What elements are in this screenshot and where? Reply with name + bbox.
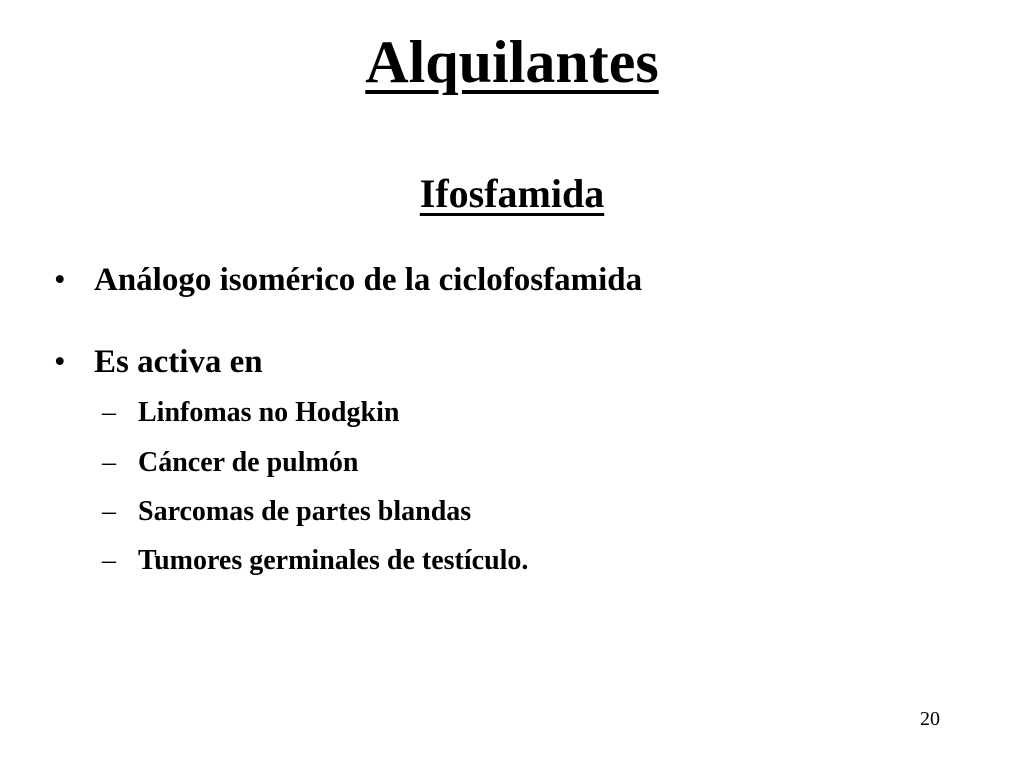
sub-item [102, 495, 471, 529]
sub-item [102, 396, 399, 430]
sub-item [102, 446, 358, 480]
slide-subtitle [0, 168, 1024, 220]
slide-title [0, 22, 1024, 102]
slide-subtitle-text: Ifosfamida [419, 171, 605, 216]
bullet-marker: • [54, 262, 66, 298]
dash-marker: – [102, 397, 116, 428]
dash-marker: – [102, 496, 116, 527]
sub-item-text: Cáncer de pulmón [138, 447, 359, 478]
bullet-text: Análogo isomérico de la ciclofosfamida [94, 262, 643, 298]
sub-item-text: Tumores germinales de testículo. [138, 545, 529, 576]
bullet-text: Es activa en [94, 344, 263, 380]
slide-title-text: Alquilantes [365, 29, 659, 95]
bullet-marker: • [54, 344, 66, 380]
sub-item-text: Sarcomas de partes blandas [138, 496, 472, 527]
dash-marker: – [102, 545, 116, 576]
bullet-item [54, 260, 642, 300]
dash-marker: – [102, 447, 116, 478]
sub-item [102, 544, 528, 578]
sub-item-text: Linfomas no Hodgkin [138, 397, 400, 428]
page-number: 20 [920, 708, 940, 730]
bullet-item [54, 342, 263, 382]
